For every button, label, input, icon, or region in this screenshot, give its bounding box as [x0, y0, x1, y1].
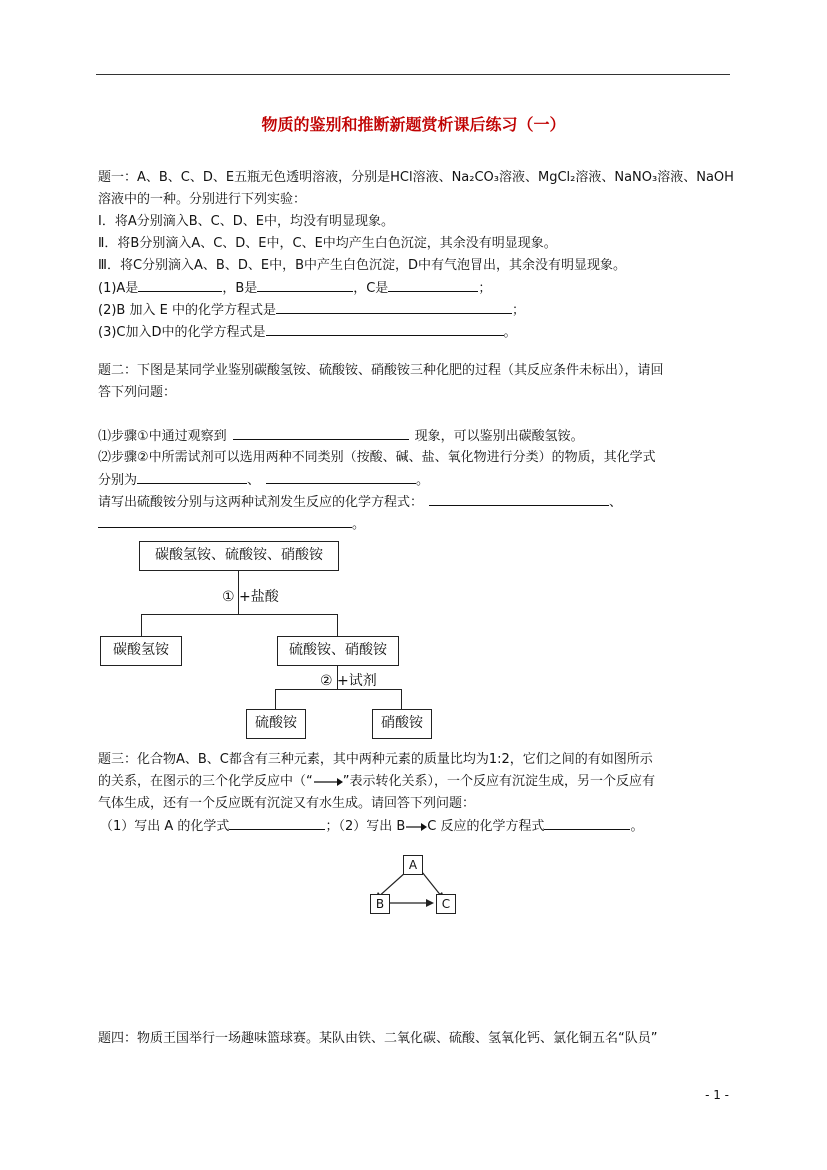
q2-3-sep: 、	[609, 495, 623, 510]
q1-answer-2	[98, 301, 525, 320]
q1-answer-3	[98, 323, 517, 342]
header-rule	[96, 74, 730, 75]
arrow-icon	[405, 821, 427, 833]
node-a: A	[403, 855, 423, 875]
q1-2-label: (2)B 加入 E 中的化学方程式是	[98, 303, 276, 318]
q4-line-1: 题四：物质王国举行一场趣味篮球赛。某队由铁、二氧化碳、硫酸、氢氧化钙、氯化铜五名“队员”	[98, 1031, 658, 1046]
q2-line-5	[98, 471, 429, 490]
flow-box-ammonium-nitrate: 硝酸铵	[372, 709, 432, 739]
q2-line-1: 题二：下图是某同学业鉴别碳酸氢铵、硫酸铵、硝酸铵三种化肥的过程（其反应条件未标出），请回	[98, 363, 664, 378]
answer-blank-c[interactable]	[388, 279, 478, 292]
q3-line-3: 气体生成，还有一个反应既有沉淀又有水生成。请回答下列问题：	[98, 796, 476, 811]
q1-line-5: Ⅲ．将C分别滴入A、B、D、E中，B中产生白色沉淀，D中有气泡冒出，其余没有明显现象。	[98, 258, 627, 273]
q2-2-label: 分别为	[98, 473, 138, 488]
q1-a2-end: ；	[511, 303, 525, 318]
flow-step-1-label: ① +盐酸	[222, 589, 279, 605]
answer-blank-bc-equation[interactable]	[544, 817, 630, 830]
q1-a3-end: 。	[503, 325, 517, 340]
q1-line-3: Ⅰ．将A分别滴入B、C、D、E中，均没有明显现象。	[98, 214, 394, 229]
q1-line-1: 题一：A、B、C、D、E五瓶无色透明溶液，分别是HCl溶液、Na₂CO₃溶液、MgCl₂溶液、NaNO₃溶液、NaOH	[98, 170, 734, 185]
answer-blank-reagent-1[interactable]	[137, 471, 247, 484]
answer-blank-equation-1[interactable]	[429, 493, 609, 506]
q1-line-2: 溶液中的一种。分别进行下列实验：	[98, 192, 307, 207]
q2-1-label: ⑴步骤①中通过观察到	[98, 429, 227, 444]
q2-line-4: ⑵步骤②中所需试剂可以选用两种不同类别（按酸、碱、盐、氧化物进行分类）的物质，其化学式	[98, 450, 656, 465]
q3-2-part-1: 的关系，在图示的三个化学反应中（“	[98, 774, 313, 789]
q3-line-2	[98, 773, 655, 791]
arrow-icon	[313, 776, 343, 788]
q1-a1-end: ；	[478, 281, 492, 296]
node-c: C	[436, 894, 456, 914]
answer-blank-equation-2[interactable]	[98, 515, 352, 528]
flow-box-sulfate-nitrate: 硫酸铵、硝酸铵	[277, 636, 399, 666]
q2-1-rest: 现象，可以鉴别出碳酸氢铵。	[414, 429, 584, 444]
answer-blank-be-equation[interactable]	[276, 301, 512, 314]
q1-b-label: ，B是	[222, 281, 258, 296]
q3-4-label-1: （1）写出 A 的化学式	[100, 819, 230, 834]
q3-4-end: 。	[630, 819, 644, 834]
flow-box-ammonium-sulfate: 硫酸铵	[246, 709, 306, 739]
q1-answer-1	[98, 279, 491, 298]
q3-line-1: 题三：化合物A、B、C都含有三种元素，其中两种元素的质量比均为1:2，它们之间的有如图所示	[98, 752, 653, 767]
answer-blank-cd-equation[interactable]	[266, 323, 504, 336]
q2-4-end: 。	[352, 517, 366, 532]
q1-line-4: Ⅱ．将B分别滴入A、C、D、E中，C、E中均产生白色沉淀，其余没有明显现象。	[98, 236, 557, 251]
q1-a-label: (1)A是	[98, 281, 139, 296]
q1-c-label: ，C是	[353, 281, 389, 296]
flow-branch-1-right	[337, 614, 338, 636]
q2-line-3	[98, 427, 584, 446]
flow-step-2-label: ② +试剂	[320, 673, 377, 689]
flow-branch-1-left	[141, 614, 142, 636]
answer-blank-phenomenon[interactable]	[233, 427, 409, 440]
q3-line-4	[100, 817, 644, 836]
q2-2-sep: 、	[247, 473, 261, 488]
flow-branch-2-right	[401, 689, 402, 709]
q1-3-label: (3)C加入D中的化学方程式是	[98, 325, 266, 340]
answer-blank-a[interactable]	[138, 279, 222, 292]
answer-blank-reagent-2[interactable]	[266, 471, 416, 484]
flow-branch-2	[275, 689, 401, 690]
q2-line-6	[98, 493, 622, 512]
q3-2-part-2: ”表示转化关系），一个反应有沉淀生成，另一个反应有	[342, 774, 655, 789]
q2-line-2: 答下列问题：	[98, 385, 177, 400]
q2-line-7	[98, 515, 365, 534]
q2-2-end: 。	[416, 473, 430, 488]
flow-branch-1	[141, 614, 337, 615]
flow-box-ammonium-bicarbonate: 碳酸氢铵	[100, 636, 182, 666]
flow-branch-2-left	[275, 689, 276, 709]
q2-3-label: 请写出硫酸铵分别与这两种试剂发生反应的化学方程式：	[98, 495, 424, 510]
q3-4-label-2: ；（2）写出 B	[325, 819, 406, 834]
answer-blank-b[interactable]	[257, 279, 353, 292]
flow-box-mixture: 碳酸氢铵、硫酸铵、硝酸铵	[139, 541, 339, 571]
page-title: 物质的鉴别和推断新题赏析课后练习（一）	[261, 115, 566, 134]
page-number: - 1 -	[705, 1088, 729, 1102]
node-b: B	[370, 894, 390, 914]
answer-blank-formula-a[interactable]	[229, 817, 325, 830]
q3-4-label-3: C 反应的化学方程式	[427, 819, 545, 834]
